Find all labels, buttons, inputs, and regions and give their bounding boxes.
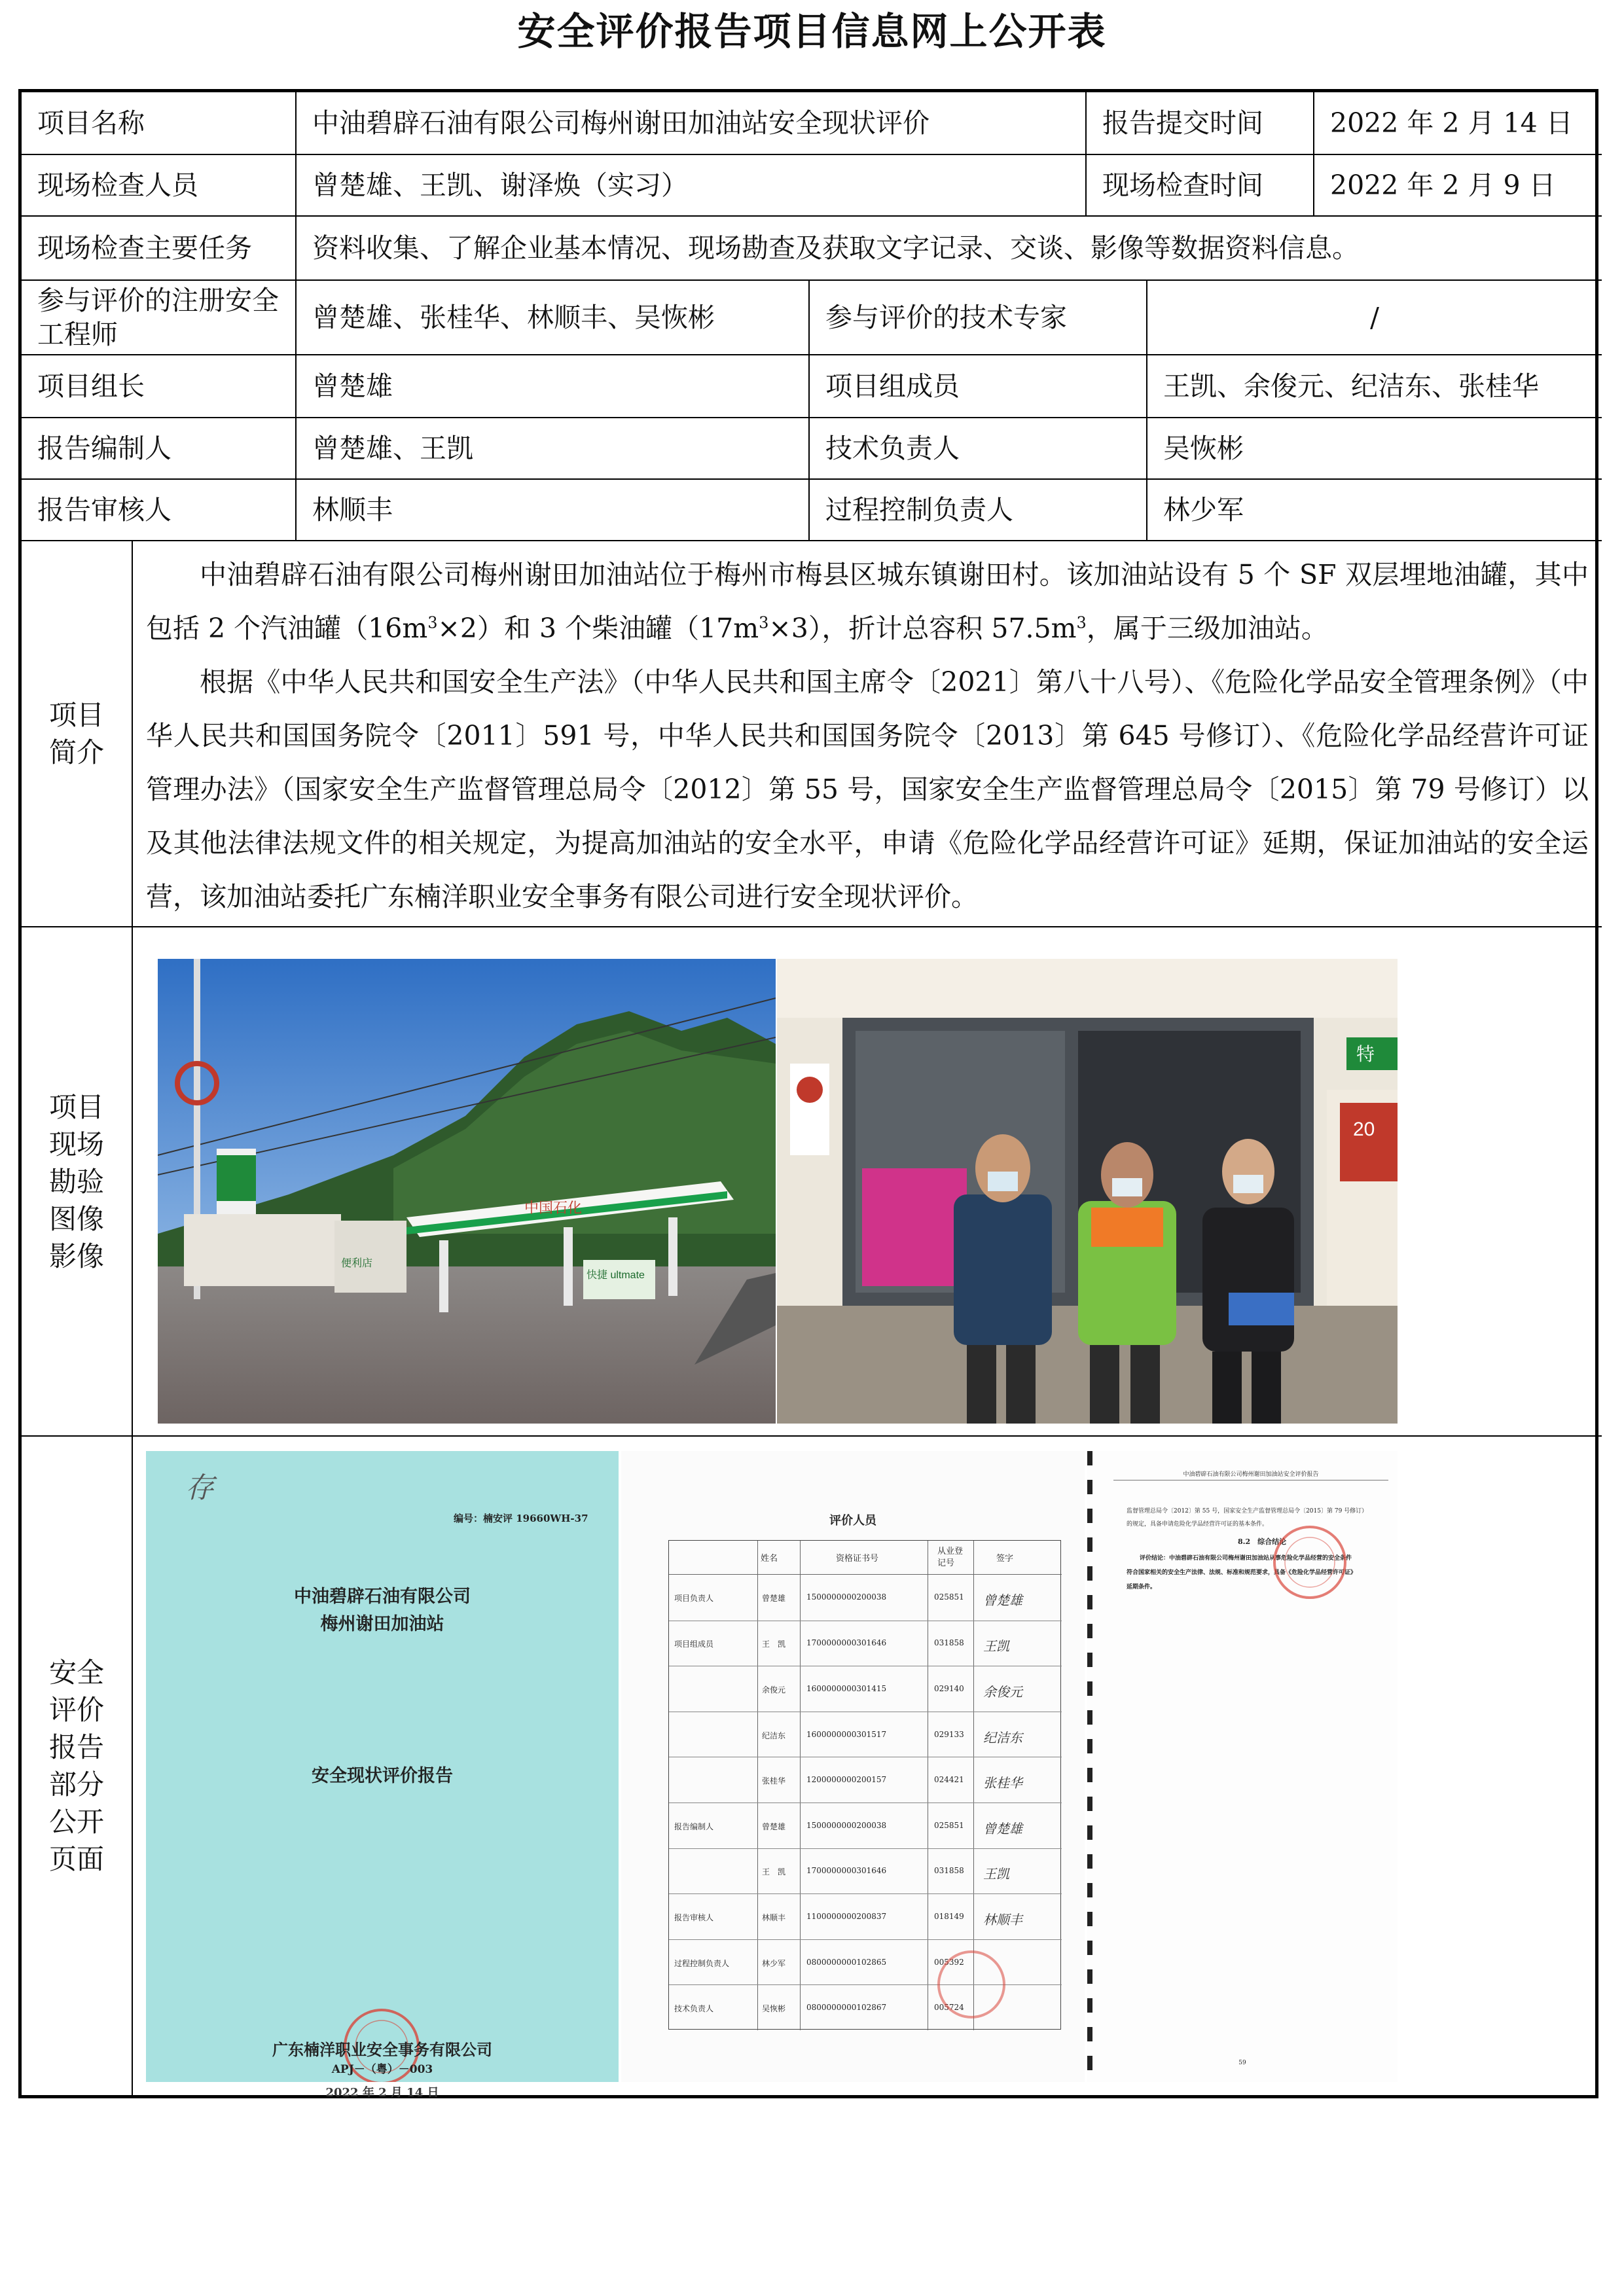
intro-text (133, 541, 1602, 927)
section-title: 8.2 综合结论 (1238, 1537, 1287, 1546)
poster-text: 20 (1353, 1119, 1375, 1140)
conclusion-page (1087, 1451, 1398, 2082)
row-name: 林少军 (762, 1958, 786, 1968)
leader-label: 项目组长 (22, 355, 297, 418)
canopy-sign: 中国石化 (524, 1200, 583, 1216)
row-role: 报告编制人 (674, 1821, 714, 1831)
evaluators-page (621, 1451, 1085, 2082)
header-name: 姓名 (761, 1554, 778, 1564)
project-name-label: 项目名称 (22, 92, 297, 155)
site-photos-label: 项目现场勘验图像影像 (22, 927, 133, 1437)
row-name: 纪洁东 (762, 1731, 786, 1740)
engineers-label: 参与评价的注册安全工程师 (22, 281, 297, 355)
experts-label: 参与评价的技术专家 (810, 281, 1147, 355)
row-name: 王 凯 (762, 1640, 786, 1649)
reviewer-label: 报告审核人 (22, 480, 297, 541)
row-role: 报告审核人 (674, 1912, 714, 1922)
members-label: 项目组成员 (810, 355, 1147, 418)
row-reg: 025851 (934, 1592, 964, 1602)
handwriting-mark: 存 (185, 1471, 214, 1505)
page-title: 安全评价报告项目信息网上公开表 (517, 9, 1107, 54)
cover-company-1: 中油碧辟石油有限公司 (294, 1587, 471, 1607)
tech-value: 吴恢彬 (1147, 418, 1602, 480)
reviewer-value: 林顺丰 (297, 480, 810, 541)
row-reg: 005392 (934, 1957, 964, 1967)
evaluators-title: 评价人员 (829, 1514, 876, 1528)
row-cert: 1200000000200157 (806, 1775, 887, 1785)
table-row (669, 1666, 1062, 1712)
page-line-2: 的规定，具备申请危险化学品经营许可证的基本条件。 (1127, 1521, 1269, 1528)
editor-value: 曾楚雄、王凯 (297, 418, 810, 480)
row-reg: 029140 (934, 1683, 964, 1693)
engineers-value: 曾楚雄、张桂华、林顺丰、吴恢彬 (297, 281, 810, 355)
process-label: 过程控制负责人 (810, 480, 1147, 541)
evaluators-header-row (669, 1541, 1062, 1575)
intro-paragraph-1: 中油碧辟石油有限公司梅州谢田加油站位于梅州市梅县区城东镇谢田村。该加油站设有 5 个 SF 双层埋地油罐，其中包括 2 个汽油罐$(16m^3\times 2)$和 3 个柴油罐$(17m^3\times 3)$，折计总容积 $57.5m^3$，属于三级加油站。 (146, 559, 1589, 644)
inspect-time-value: 2022 年 2 月 9 日 (1314, 155, 1602, 217)
submit-time-label: 报告提交时间 (1087, 92, 1314, 155)
header-reg: 从业登记号 (937, 1547, 964, 1568)
row-signature: 纪洁东 (983, 1729, 1022, 1746)
gas-station-photo (158, 959, 776, 1424)
shop-sign: 便利店 (341, 1258, 373, 1269)
page-number: 59 (1238, 2060, 1246, 2066)
row-reg: 031858 (934, 1866, 964, 1876)
row-reg: 029133 (934, 1729, 964, 1739)
table-row (669, 1712, 1062, 1757)
row-cert: 1600000000301517 (806, 1729, 887, 1739)
row-cert: 0800000000102865 (806, 1957, 887, 1967)
report-cover-page (146, 1451, 619, 2082)
cover-cert: APJ－（粤）－003 (331, 2063, 433, 2076)
cover-company-2: 梅州谢田加油站 (320, 1614, 444, 1634)
row-signature: 曾楚雄 (983, 1592, 1022, 1608)
table-row (669, 1893, 1062, 1939)
experts-value: / (1147, 281, 1602, 355)
inspect-time-label: 现场检查时间 (1087, 155, 1314, 217)
conclusion-1: 评价结论：中油碧辟石油有限公司梅州谢田加油站从事危险化学品经营的安全条件 (1140, 1555, 1352, 1562)
leader-value: 曾楚雄 (297, 355, 810, 418)
row-name: 张桂华 (762, 1776, 786, 1786)
table-row (669, 1621, 1062, 1666)
report-pages-label: 安全评价报告部分公开页面 (22, 1437, 133, 2095)
main-task-value: 资料收集、了解企业基本情况、现场勘查及获取文字记录、交谈、影像等数据资料信息。 (297, 217, 1602, 281)
row-reg: 025851 (934, 1820, 964, 1830)
row-role: 项目组成员 (674, 1640, 714, 1649)
row-name: 吴恢彬 (762, 2004, 786, 2014)
row-name: 林顺丰 (762, 1912, 786, 1922)
row-signature: 王凯 (983, 1638, 1009, 1655)
row-cert: 1100000000200837 (806, 1911, 887, 1921)
seal-2 (935, 1948, 1007, 2020)
row-reg: 031858 (934, 1638, 964, 1648)
intro-label: 项目简介 (22, 541, 133, 927)
row-role: 技术负责人 (674, 2004, 714, 2014)
cover-serial: 编号：楠安评 19660WH-37 (454, 1513, 588, 1524)
tech-label: 技术负责人 (810, 418, 1147, 480)
row-cert: 1500000000200038 (806, 1592, 887, 1602)
info-table (18, 89, 1598, 2098)
inspectors-value: 曾楚雄、王凯、谢泽焕（实习） (297, 155, 1087, 217)
main-task-label: 现场检查主要任务 (22, 217, 297, 281)
table-row (669, 1757, 1062, 1803)
header-cert: 资格证书号 (836, 1554, 879, 1564)
row-reg: 018149 (934, 1911, 964, 1921)
shop-sign-green: 特 (1356, 1044, 1375, 1064)
seal-3 (1271, 1523, 1349, 1602)
row-reg: 005724 (934, 2003, 964, 2013)
process-value: 林少军 (1147, 480, 1602, 541)
brand-sign: 快捷 ultmate (586, 1270, 645, 1281)
page-line-1: 监督管理总局令〔2012〕第 55 号，国家安全生产监督管理总局令〔2015〕第 79 号修订） (1127, 1508, 1368, 1515)
row-name: 曾楚雄 (762, 1593, 786, 1603)
conclusion-3: 延期条件。 (1127, 1584, 1157, 1590)
row-cert: 0800000000102867 (806, 2003, 887, 2013)
row-signature: 林顺丰 (983, 1911, 1022, 1928)
inspectors-label: 现场检查人员 (22, 155, 297, 217)
cover-report-title: 安全现状评价报告 (312, 1766, 453, 1786)
row-role: 项目负责人 (674, 1593, 714, 1603)
row-reg: 024421 (934, 1775, 964, 1785)
editor-label: 报告编制人 (22, 418, 297, 480)
row-cert: 1700000000301646 (806, 1638, 887, 1648)
row-cert: 1500000000200038 (806, 1820, 887, 1830)
submit-time-value: 2022 年 2 月 14 日 (1314, 92, 1602, 155)
row-name: 余俊元 (762, 1685, 786, 1695)
table-row (669, 1848, 1062, 1894)
page-header: 中油碧辟石油有限公司梅州谢田加油站安全评价报告 (1183, 1471, 1319, 1478)
conclusion-2: 符合国家相关的安全生产法律、法规、标准和规范要求，具备《危险化学品经营许可证》 (1127, 1570, 1357, 1576)
table-row (669, 1803, 1062, 1848)
intro-paragraph-2: 根据《中华人民共和国安全生产法》（中华人民共和国主席令〔2021〕第八十八号）、《危险化学品安全管理条例》（中华人民共和国国务院令〔2011〕591 号，中华人民共和国国务院令〔2013〕第 645 号修订）、《危险化学品经营许可证管理办法》（国家安全生产监督管理总局令〔2012〕第 55 号，国家安全生产监督管理总局令〔2015〕第 79 号修订）以及其他法律法规文件的相关规定，为提高加油站的安全水平，申请《危险化学品经营许可证》延期，保证加油站的安全运营，该加油站委托广东楠洋职业安全事务有限公司进行安全现状评价。 (146, 666, 1589, 912)
row-name: 王 凯 (762, 1867, 786, 1877)
row-signature: 张桂华 (983, 1775, 1022, 1791)
row-cert: 1600000000301415 (806, 1683, 887, 1693)
row-role: 过程控制负责人 (674, 1958, 730, 1968)
row-signature: 王凯 (983, 1866, 1009, 1882)
row-name: 曾楚雄 (762, 1821, 786, 1831)
cover-date: 2022 年 2 月 14 日 (325, 2086, 439, 2100)
project-name-value: 中油碧辟石油有限公司梅州谢田加油站安全现状评价 (297, 92, 1087, 155)
header-sign: 签字 (996, 1554, 1014, 1564)
inspection-team-photo (777, 959, 1398, 1424)
table-row (669, 1575, 1062, 1621)
row-cert: 1700000000301646 (806, 1866, 887, 1876)
cover-issuer: 广东楠洋职业安全事务有限公司 (272, 2040, 492, 2059)
row-signature: 余俊元 (983, 1683, 1022, 1700)
row-signature: 曾楚雄 (983, 1820, 1022, 1837)
members-value: 王凯、余俊元、纪洁东、张桂华 (1147, 355, 1602, 418)
